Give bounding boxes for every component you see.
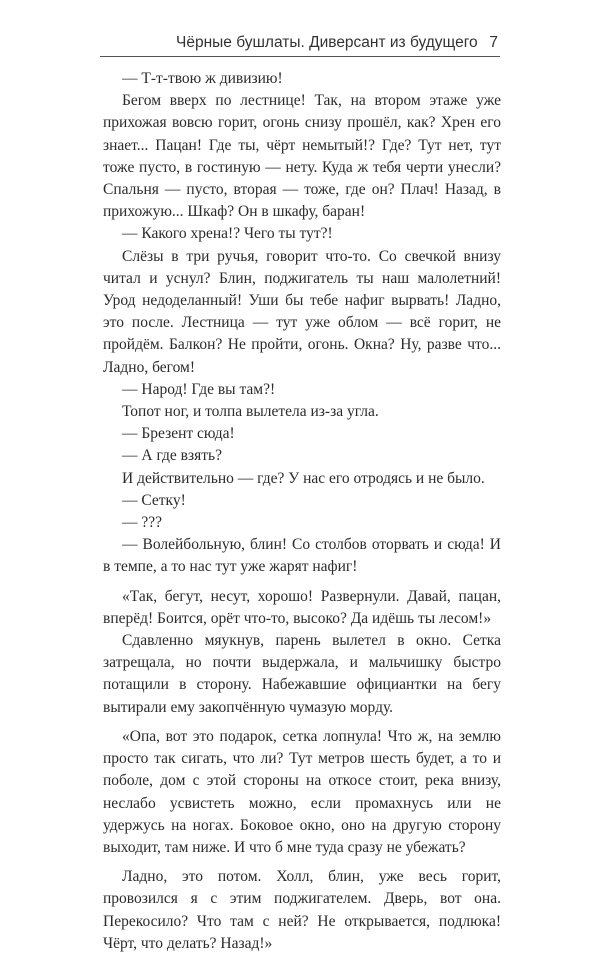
paragraph: — Т-т-твою ж дивизию!	[122, 70, 283, 87]
paragraph: — Какого хрена!? Чего ты тут?!	[122, 225, 333, 243]
paragraph: — Народ! Где вы там?!	[122, 380, 276, 398]
paragraph: Слёзы в три ручья, говорит что-то. Со свечкой внизу читал и уснул? Блин, поджигатель ты наш малолетний! Урод недоделанный! Уши бы тебе нафиг вырвать! Ладно, это после. Лестница — тут уже облом — всё горит, не пройдём. Балкон? Не пройти, огонь. Окна? Ну, разве что... Ладно, бегом!	[103, 247, 501, 376]
paragraph: Ладно, это потом. Холл, блин, уже весь горит, провозился я с этим поджигателем. Дверь, вот она. Перекосило? Что там с ней? Не открывается, подлюка! Чёрт, что делать? Назад!»	[103, 868, 501, 952]
body-text	[103, 68, 501, 955]
paragraph: И действительно — где? У нас его отродясь и не было.	[122, 469, 485, 487]
paragraph: — Сетку!	[122, 491, 186, 509]
paragraph: Топот ног, и толпа вылетела из-за угла.	[122, 403, 379, 421]
running-header	[100, 32, 500, 57]
paragraph: — ???	[122, 514, 163, 532]
running-title: Чёрные бушлаты. Диверсант из будущего	[176, 34, 478, 51]
paragraph: «Так, бегут, несут, хорошо! Развернули. Давай, пацан, вперёд! Боится, орёт что-то, высоко? Да идёшь ты лесом!»	[103, 587, 501, 627]
paragraph: Бегом вверх по лестнице! Так, на втором этаже уже прихожая вовсю горит, огонь снизу прошёл, как? Хрен его знает... Пацан! Где ты, чёрт немытый!? Где? Тут нет, тут тоже пусто, в гостиную — нету. Куда ж тебя черти унесли? Спальня — пусто, вторая — тоже, где он? Плач! Назад, в прихожую... Шкаф? Он в шкафу, баран!	[103, 92, 501, 221]
paragraph: — А где взять?	[122, 447, 222, 465]
page-number: 7	[489, 34, 498, 51]
paragraph: — Волейбольную, блин! Со столбов оторвать и сюда! И в темпе, а то нас тут уже жарят нафиг!	[103, 536, 501, 576]
paragraph: — Брезент сюда!	[122, 425, 235, 443]
paragraph: «Опа, вот это подарок, сетка лопнула! Что ж, на землю просто так сигать, что ли? Тут метров шесть будет, а то и поболе, дом с этой стороны на откосе стоит, река внизу, неслабо усвистеть можно, если промахнусь или не удержусь на ногах. Боковое окно, оно на другую сторону выходит, там ниже. И что б мне туда сразу не убежать?	[103, 727, 501, 856]
paragraph: Сдавленно мяукнув, парень вылетел в окно. Сетка затрещала, но почти выдержала, и мальчишку быстро потащили в сторону. Набежавшие официантки на бегу вытирали ему закопчённую чумазую морду.	[103, 632, 501, 716]
